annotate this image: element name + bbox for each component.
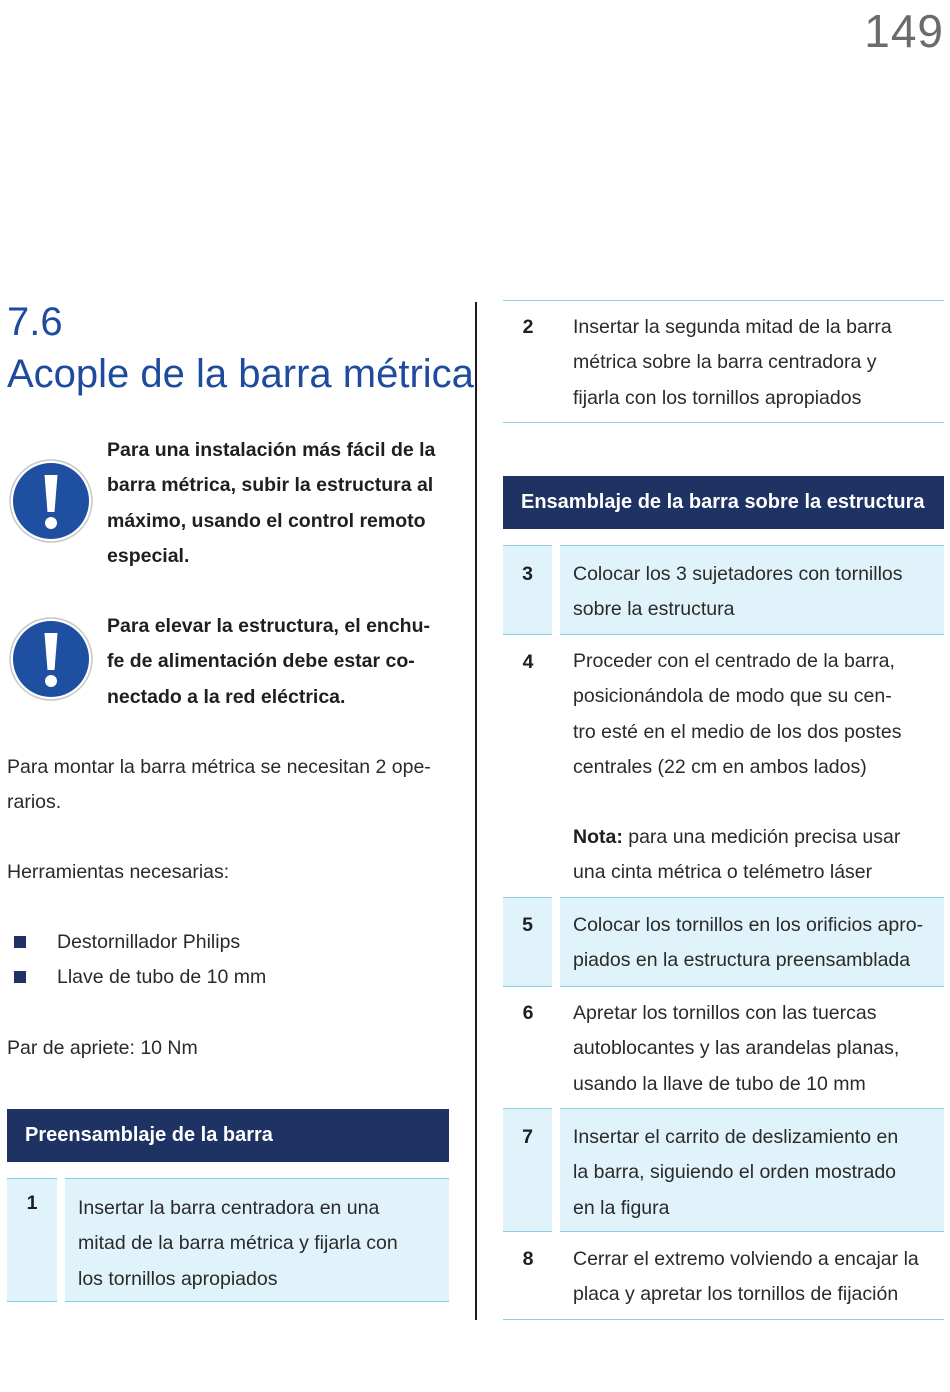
- text-line: Insertar la barra centradora en una: [78, 1197, 380, 1219]
- text-line: los tornillos apropiados: [78, 1267, 278, 1290]
- step-text: [560, 634, 944, 898]
- tool-name: Destornillador Philips: [57, 931, 241, 953]
- warning-text-1: [107, 433, 449, 574]
- exclamation-icon: [8, 458, 94, 544]
- step-text: [560, 897, 944, 987]
- step-text: [65, 1178, 449, 1302]
- text-line: Para una instalación más fácil de la: [107, 439, 436, 461]
- step-text: [560, 545, 944, 635]
- text-line: centrales (22 cm en ambos lados): [573, 755, 867, 778]
- text-line: en la figura: [573, 1196, 670, 1219]
- text-line: una cinta métrica o telémetro láser: [573, 861, 873, 884]
- column-divider: [475, 302, 477, 1320]
- note-text: para una medición precisa usar: [622, 826, 901, 849]
- note-label: Nota:: [573, 826, 623, 849]
- note-line: [573, 820, 944, 855]
- step-number: 3: [503, 545, 552, 635]
- text-line: métrica sobre la barra centradora y: [573, 351, 877, 374]
- step-number: 1: [7, 1178, 57, 1302]
- text-line: Para elevar la estructura, el enchu-: [107, 615, 430, 637]
- exclamation-icon: [8, 616, 94, 702]
- step-number: 7: [503, 1108, 552, 1232]
- tools-label: Herramientas necesarias:: [7, 861, 230, 883]
- preassembly-header: Preensamblaje de la barra: [7, 1109, 449, 1162]
- text-line: Proceder con el centrado de la barra,: [573, 650, 895, 672]
- text-line: piados en la estructura preensamblada: [573, 949, 911, 972]
- section-title: Acople de la barra métrica: [7, 352, 474, 396]
- section-number: 7.6: [7, 300, 63, 344]
- text-line: Insertar el carrito de deslizamiento en: [573, 1126, 899, 1148]
- step-text: [560, 1232, 944, 1320]
- bullet-square-icon: [14, 971, 26, 983]
- text-line: mitad de la barra métrica y fijarla con: [78, 1232, 398, 1255]
- text-line: Colocar los 3 sujetadores con tornillos: [573, 563, 903, 585]
- text-line: Apretar los tornillos con las tuercas: [573, 1002, 877, 1024]
- text-line: Cerrar el extremo volviendo a encajar la: [573, 1248, 919, 1270]
- step-number: 4: [522, 651, 534, 673]
- step-number: 5: [503, 897, 552, 987]
- text-line: autoblocantes y las arandelas planas,: [573, 1037, 900, 1060]
- step-number: 8: [522, 1248, 534, 1270]
- text-line: la barra, siguiendo el orden mostrado: [573, 1161, 897, 1184]
- bullet-square-icon: [14, 936, 26, 948]
- torque-value: Par de apriete: 10 Nm: [7, 1037, 198, 1059]
- step-text: [560, 1108, 944, 1232]
- warning-text-2: [107, 609, 449, 715]
- text-line: Para montar la barra métrica se necesitan 2 ope-: [7, 756, 431, 778]
- text-line: usando la llave de tubo de 10 mm: [573, 1072, 866, 1095]
- text-line: Insertar la segunda mitad de la barra: [573, 316, 892, 338]
- text-line: máximo, usando el control remoto: [107, 509, 426, 532]
- page-number: 149: [864, 5, 944, 57]
- text-line: placa y apretar los tornillos de fijación: [573, 1283, 899, 1306]
- text-line: sobre la estructura: [573, 598, 735, 621]
- text-line: rarios.: [7, 791, 62, 814]
- assembly-header: Ensamblaje de la barra sobre la estructura: [503, 476, 944, 529]
- text-line: barra métrica, subir la estructura al: [107, 474, 434, 497]
- text-line: posicionándola de modo que su cen-: [573, 685, 892, 708]
- text-line: especial.: [107, 544, 190, 567]
- text-line: tro esté en el medio de los dos postes: [573, 720, 902, 743]
- text-line: Colocar los tornillos en los orificios apro-: [573, 914, 924, 936]
- tool-name: Llave de tubo de 10 mm: [57, 966, 267, 988]
- text-line: fe de alimentación debe estar co-: [107, 650, 415, 673]
- text-line: nectado a la red eléctrica.: [107, 685, 346, 708]
- step-text: [560, 987, 944, 1108]
- text-line: fijarla con los tornillos apropiados: [573, 386, 862, 409]
- rule-line: [503, 422, 944, 423]
- step-text: [560, 300, 944, 423]
- step-number: 6: [522, 1002, 534, 1024]
- rule-line: [503, 1319, 944, 1320]
- step-number: 2: [522, 316, 534, 338]
- operators-paragraph: [7, 750, 449, 821]
